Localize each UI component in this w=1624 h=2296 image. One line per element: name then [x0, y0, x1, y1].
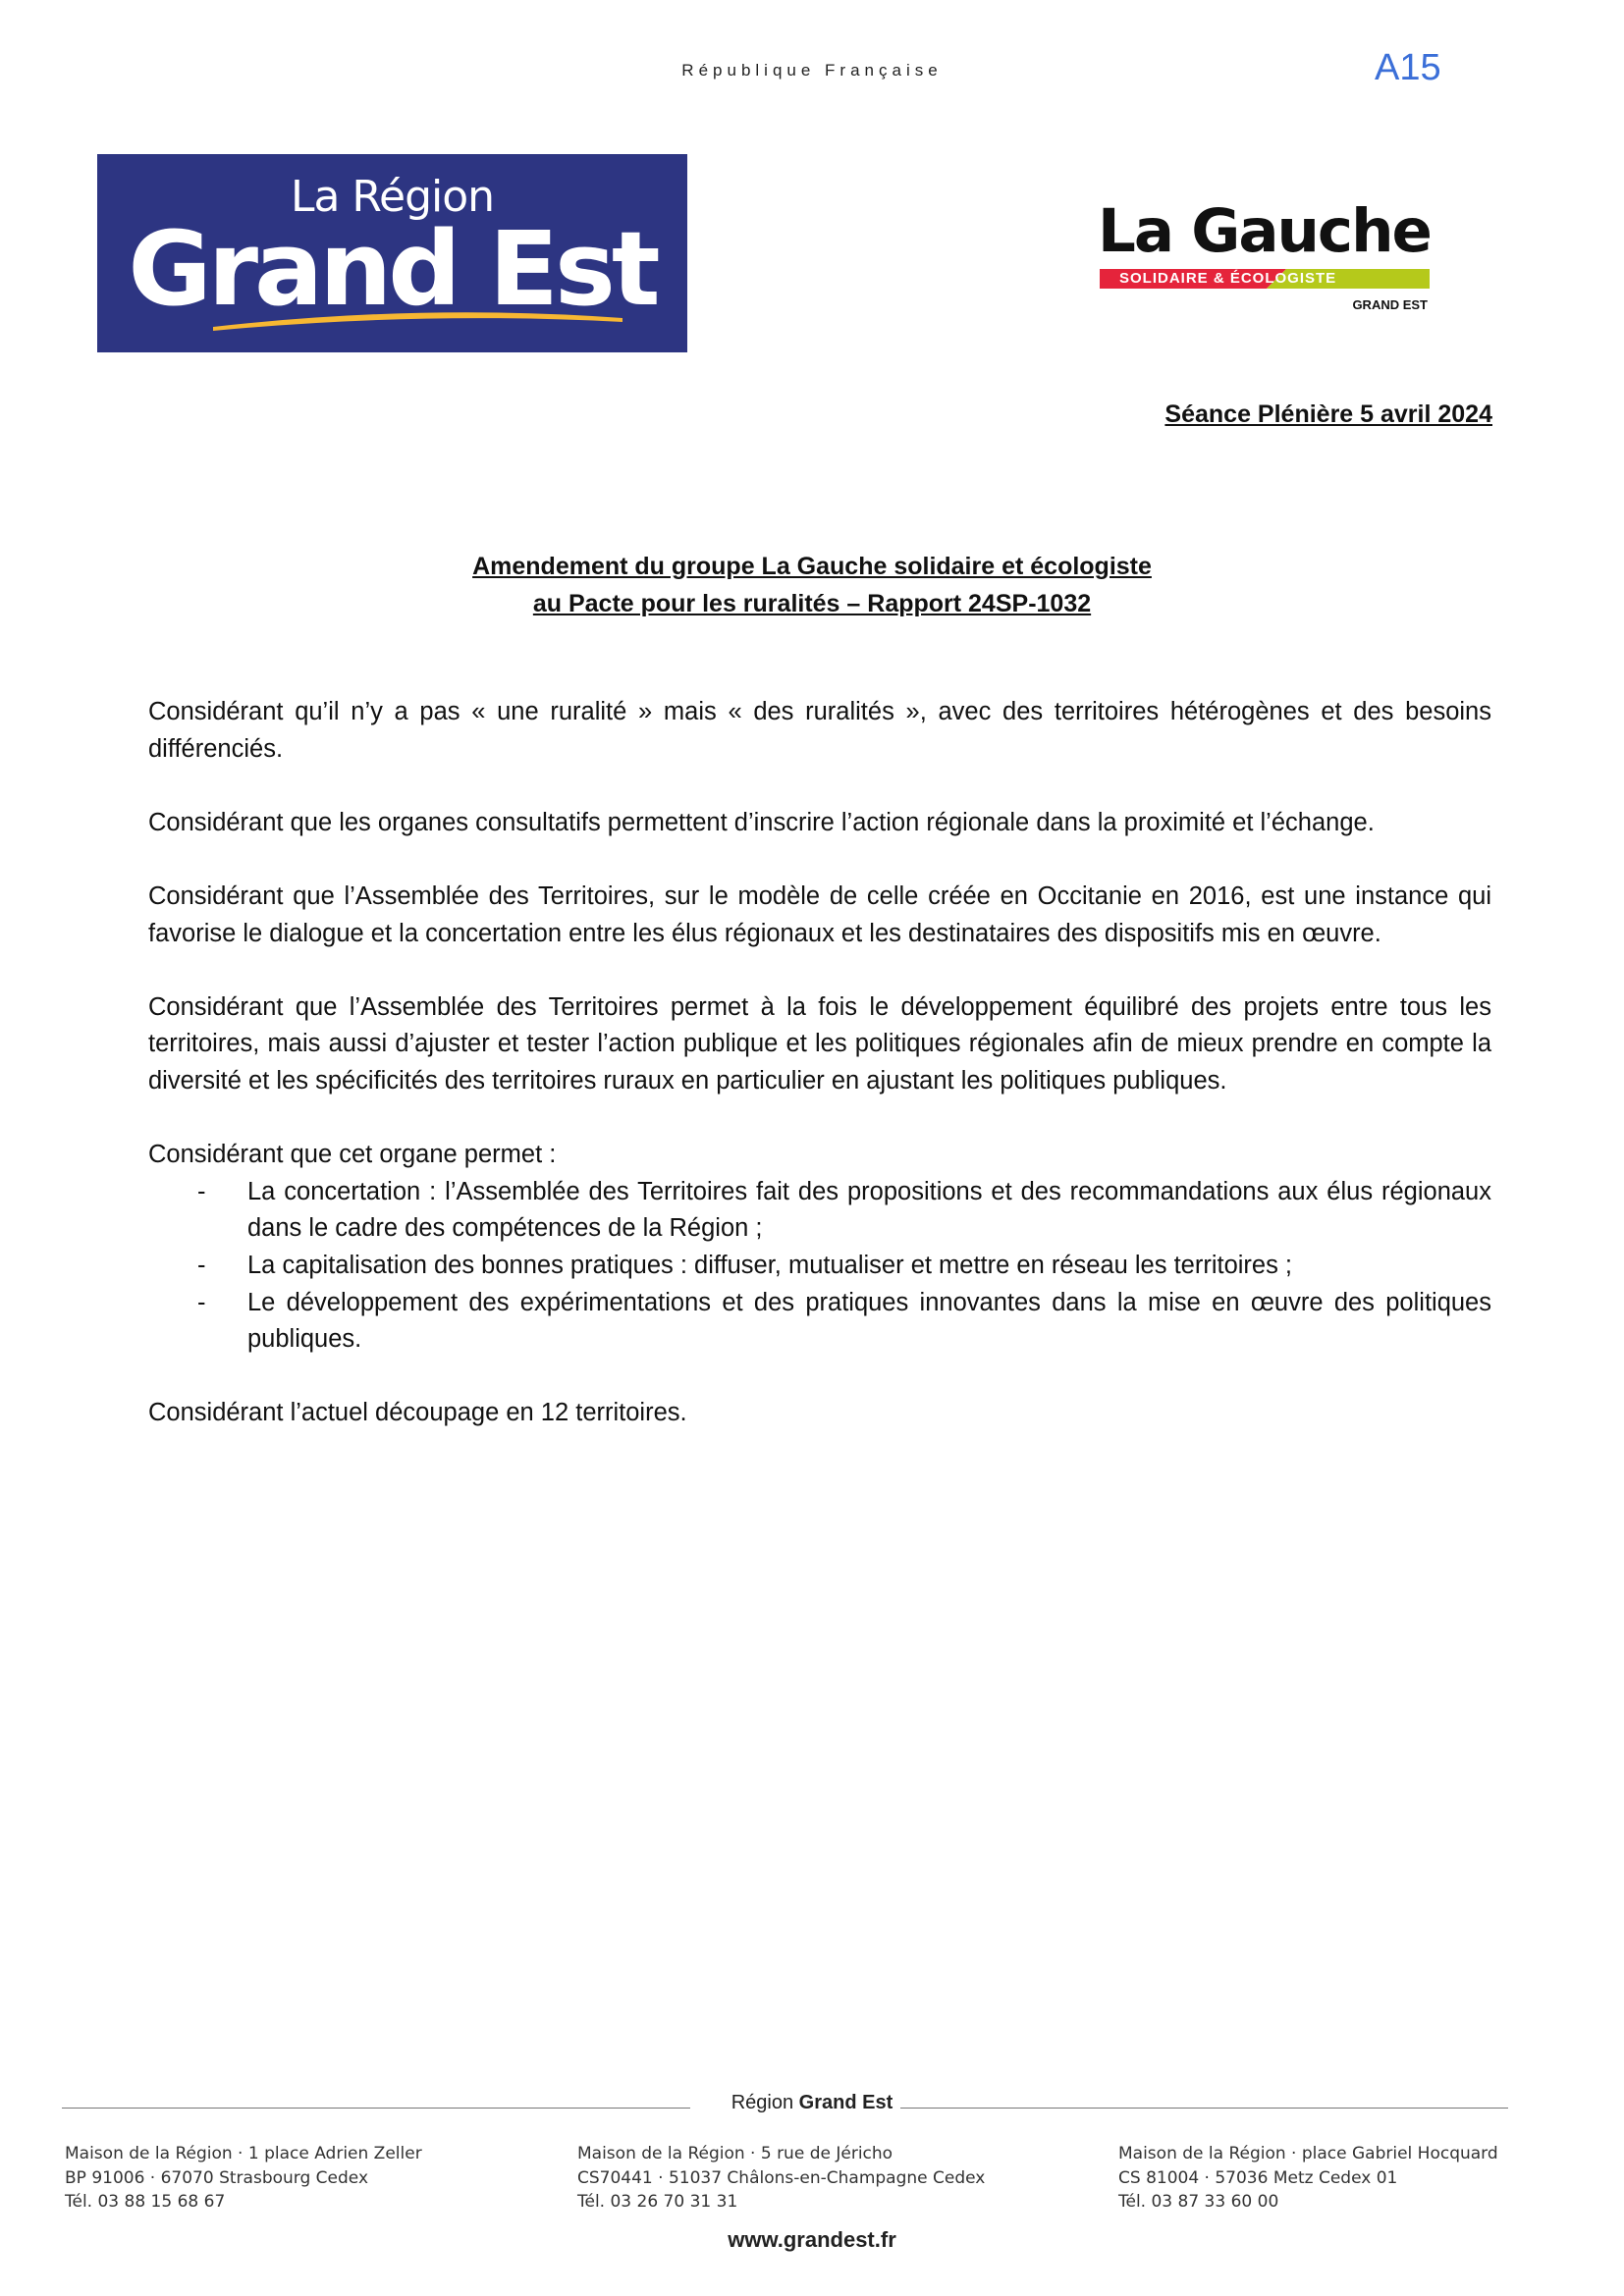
address-line: Maison de la Région · 5 rue de Jéricho [577, 2144, 893, 2163]
paragraph: Considérant que l’Assemblée des Territoires permet à la fois le développement équilibré des projets entre tous les territoires, mais aussi d’ajuster et tester l’action publique et les politiques régionales afin de mieux prendre en compte la diversité et les spécificités des territoires ruraux en particulier en ajustant les politiques publiques. [148, 992, 1491, 1095]
logo-la-gauche-title: La Gauche [1098, 196, 1431, 266]
list-intro: Considérant que cet organe permet : [148, 1141, 557, 1169]
footer-address-strasbourg [65, 2142, 422, 2215]
address-line: Tél. 03 88 15 68 67 [65, 2192, 226, 2212]
footer-website-link[interactable]: www.grandest.fr [728, 2227, 896, 2252]
seance-date: Séance Plénière 5 avril 2024 [1164, 400, 1492, 428]
logo-la-gauche [1098, 196, 1432, 320]
list-item-text: La capitalisation des bonnes pratiques : diffuser, mutualiser et mettre en réseau les territoires ; [247, 1251, 1293, 1279]
address-line: Maison de la Région · place Gabriel Hocquard [1118, 2144, 1498, 2163]
footer-address-chalons [577, 2142, 985, 2215]
logo-sub: GRAND EST [1352, 297, 1428, 312]
list-item-text: La concertation : l’Assemblée des Territoires fait des propositions et des recommandations aux élus régionaux dans le cadre des compétences de la Région ; [247, 1177, 1491, 1243]
considerations-list [148, 1174, 1491, 1359]
republique-francaise-header: République Française [681, 61, 943, 80]
title-line1: Amendement du groupe La Gauche solidaire et écologiste [472, 553, 1152, 580]
address-line: CS70441 · 51037 Châlons-en-Champagne Cedex [577, 2167, 986, 2188]
list-item [148, 1285, 1491, 1359]
paragraph: Considérant qu’il n’y a pas « une ruralité » mais « des ruralités », avec des territoires hétérogènes et des besoins différenciés. [148, 698, 1491, 763]
footer-address-metz [1118, 2142, 1498, 2215]
logo-band-text: SOLIDAIRE & ÉCOLOGISTE [1119, 270, 1337, 287]
address-line: CS 81004 · 57036 Metz Cedex 01 [1118, 2167, 1398, 2188]
list-item-text: Le développement des expérimentations et des pratiques innovantes dans la mise en œuvre des politiques publiques. [247, 1288, 1491, 1354]
footer-brand [0, 2092, 1624, 2114]
address-line: Tél. 03 26 70 31 31 [577, 2192, 738, 2212]
list-dash: - [197, 1288, 206, 1316]
amendment-title [0, 548, 1624, 622]
address-line: Maison de la Région · 1 place Adrien Zeller [65, 2144, 422, 2163]
logo-swoosh-icon [97, 154, 687, 352]
logo-line2: Grand Est [128, 209, 657, 329]
list-dash: - [197, 1251, 206, 1279]
footer-brand-prefix: Région [731, 2092, 799, 2113]
logo-line1: La Région [290, 172, 495, 222]
paragraph: Considérant que l’Assemblée des Territoires, sur le modèle de celle créée en Occitanie en 2016, est une instance qui favorise le dialogue et la concertation entre les élus régionaux et les destinataires des dispositifs mis en œuvre. [148, 881, 1491, 947]
address-line: Tél. 03 87 33 60 00 [1118, 2192, 1279, 2212]
logo-region-grand-est [97, 154, 687, 352]
list-item [148, 1174, 1491, 1248]
footer-brand-bold: Grand Est [798, 2092, 893, 2113]
list-item [148, 1248, 1491, 1285]
document-body [148, 694, 1491, 1468]
final-paragraph: Considérant l’actuel découpage en 12 territoires. [148, 1399, 687, 1427]
address-line: BP 91006 · 67070 Strasbourg Cedex [65, 2167, 369, 2188]
title-line2: au Pacte pour les ruralités – Rapport 24SP-1032 [532, 590, 1092, 617]
paragraph: Considérant que les organes consultatifs permettent d’inscrire l’action régionale dans la proximité et l’échange. [148, 808, 1375, 836]
list-dash: - [197, 1177, 206, 1205]
document-code: A15 [1375, 47, 1441, 88]
